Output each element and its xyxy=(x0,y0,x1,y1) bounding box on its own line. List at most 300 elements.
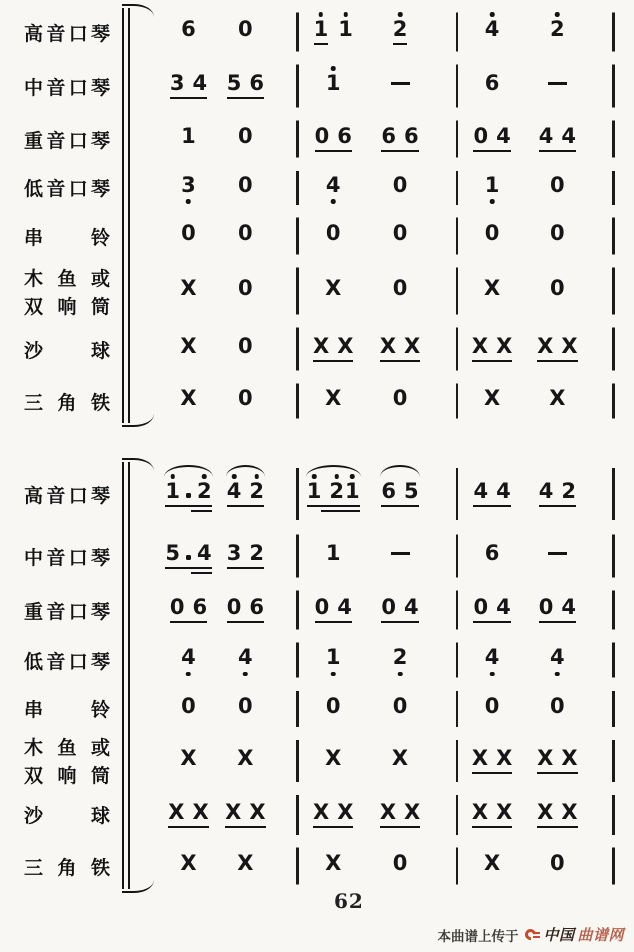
note-token xyxy=(326,647,341,673)
beat xyxy=(300,733,367,788)
note-glyph: 5 xyxy=(404,479,419,503)
instrument-label-char: 中 xyxy=(24,77,44,99)
dash-note xyxy=(548,82,567,86)
note-token xyxy=(392,693,408,722)
instrument-label xyxy=(22,695,120,722)
note-glyph: 1 xyxy=(306,479,322,503)
score-row xyxy=(22,377,614,425)
note-glyph: 0 xyxy=(392,276,408,300)
measures xyxy=(158,377,614,425)
note-token xyxy=(393,853,408,879)
measure xyxy=(457,164,614,211)
beat xyxy=(367,377,434,425)
measure xyxy=(457,321,614,377)
note-token xyxy=(381,481,418,507)
note-glyph: 1 xyxy=(313,17,329,41)
note-glyph: 1 xyxy=(325,645,341,669)
note-glyph: 0 xyxy=(238,17,253,41)
score-row xyxy=(22,788,614,841)
beat xyxy=(300,377,367,425)
note-glyph: 2 xyxy=(249,479,264,503)
note-token xyxy=(379,799,421,828)
note-glyph: 0 xyxy=(238,221,253,245)
beat xyxy=(217,211,274,261)
instrument-label-line xyxy=(22,597,110,624)
note-glyph: X xyxy=(313,799,330,824)
beat xyxy=(300,460,367,528)
beat xyxy=(217,321,274,377)
instrument-label-char: 或 xyxy=(90,738,110,759)
note-token xyxy=(315,126,352,152)
note-glyph: X xyxy=(379,334,397,358)
beat xyxy=(367,788,434,841)
instrument-label-char: 音 xyxy=(46,485,66,507)
note-token xyxy=(326,543,341,569)
note-token xyxy=(238,278,253,304)
note-glyph: 4 xyxy=(337,595,352,619)
note-glyph: 0 xyxy=(325,221,341,245)
instrument-label-char: 铁 xyxy=(90,857,110,879)
instrument-label-char: 三 xyxy=(24,857,44,879)
beat xyxy=(217,788,274,841)
instrument-label-char: 音 xyxy=(46,77,66,99)
barline xyxy=(612,848,615,885)
instrument-label-line xyxy=(22,801,110,828)
note-glyph: 1 xyxy=(325,71,341,95)
measures xyxy=(158,636,614,684)
note-glyph: 4 xyxy=(404,595,419,619)
note-glyph: X xyxy=(180,745,197,770)
note-token xyxy=(238,126,253,152)
beat xyxy=(525,261,590,321)
barline xyxy=(612,65,615,108)
beat xyxy=(300,788,367,841)
instrument-label-char: 三 xyxy=(24,392,44,414)
score-system xyxy=(22,6,614,425)
measures xyxy=(158,733,614,788)
instrument-label-line xyxy=(22,695,110,722)
note-token xyxy=(227,597,264,623)
instrument-label xyxy=(22,801,120,828)
note-glyph: 0 xyxy=(169,595,185,619)
measure xyxy=(457,261,614,321)
note-token xyxy=(484,172,500,201)
note-token xyxy=(225,799,266,828)
instrument-label-char: 重 xyxy=(24,130,44,152)
note-token xyxy=(484,388,500,414)
note-token xyxy=(181,693,196,722)
note-token xyxy=(485,543,500,569)
note-glyph: 1 xyxy=(338,17,353,41)
note-glyph: 6 xyxy=(381,124,397,148)
note-token xyxy=(550,647,565,673)
note-token xyxy=(338,19,353,45)
beat xyxy=(459,584,524,636)
instrument-label-char: 口 xyxy=(68,179,88,200)
measure xyxy=(158,733,298,788)
note-glyph: 4 xyxy=(496,124,511,148)
note-token xyxy=(473,126,510,152)
note-token xyxy=(550,278,565,304)
instrument-label-line xyxy=(22,336,110,363)
note-glyph: 2 xyxy=(196,479,212,503)
note-glyph: 0 xyxy=(484,221,500,245)
note-token xyxy=(485,223,500,249)
watermark-text: 本曲谱上传于 xyxy=(437,928,519,944)
beat xyxy=(367,58,434,114)
beat xyxy=(367,460,434,528)
score-row xyxy=(22,114,614,164)
note-glyph: X xyxy=(180,276,197,300)
note-glyph: X xyxy=(471,745,489,770)
site-logo xyxy=(525,924,624,945)
note-glyph: X xyxy=(483,851,501,875)
measure xyxy=(298,841,458,891)
measure xyxy=(158,528,298,584)
note-glyph: X xyxy=(337,799,354,824)
note-glyph: 0 xyxy=(392,851,408,875)
beat xyxy=(300,58,367,114)
note-token xyxy=(550,853,565,879)
note-token xyxy=(238,336,253,362)
beat xyxy=(217,636,274,684)
measure xyxy=(158,261,298,321)
beat xyxy=(300,164,367,211)
beat xyxy=(459,58,524,114)
dash-note xyxy=(548,552,567,556)
measure xyxy=(298,321,458,377)
note-glyph: 0 xyxy=(392,221,408,245)
note-glyph: 0 xyxy=(550,693,565,718)
beat xyxy=(459,377,524,425)
note-glyph: X xyxy=(537,745,554,770)
measure xyxy=(298,460,458,528)
measures xyxy=(158,460,614,528)
note-token xyxy=(307,481,360,507)
note-glyph: X xyxy=(379,799,397,824)
note-token xyxy=(393,19,408,45)
beat xyxy=(367,321,434,377)
note-token xyxy=(550,693,565,722)
beat xyxy=(160,841,217,891)
instrument-label-char: 音 xyxy=(46,547,66,569)
beat xyxy=(525,460,590,528)
measure xyxy=(158,788,298,841)
note-token xyxy=(181,19,196,45)
measure xyxy=(298,58,458,114)
note-glyph: X xyxy=(537,334,554,358)
instrument-label-char: 口 xyxy=(68,485,88,507)
beat xyxy=(525,788,590,841)
note-token xyxy=(393,223,408,249)
note-token xyxy=(550,19,565,45)
beat xyxy=(300,841,367,891)
measure xyxy=(298,164,458,211)
note-glyph: X xyxy=(561,334,578,358)
note-glyph: 0 xyxy=(238,386,253,410)
note-glyph: 4 xyxy=(325,172,341,197)
note-token xyxy=(471,799,513,828)
note-glyph: 4 xyxy=(192,71,208,95)
instrument-label-char: 球 xyxy=(90,806,110,827)
beat xyxy=(217,841,274,891)
measure xyxy=(457,114,614,164)
instrument-label-char: 筒 xyxy=(90,766,110,787)
instrument-label-char: 筒 xyxy=(90,296,110,318)
measure xyxy=(457,584,614,636)
note-token xyxy=(484,693,500,722)
barline xyxy=(612,171,615,205)
note-glyph: X xyxy=(391,745,409,770)
note-token xyxy=(314,19,329,45)
instrument-label-char: 音 xyxy=(46,130,66,152)
measure xyxy=(158,6,298,58)
beat xyxy=(300,684,367,733)
measure xyxy=(457,788,614,841)
note-token xyxy=(381,126,418,152)
note-glyph: X xyxy=(180,851,197,875)
beat xyxy=(525,841,590,891)
instrument-label-char: 串 xyxy=(24,700,44,721)
note-token xyxy=(180,388,196,414)
beat xyxy=(160,788,217,841)
barline xyxy=(612,13,615,52)
instrument-label-char: 铁 xyxy=(90,392,110,414)
beat xyxy=(160,460,217,528)
note-glyph: 4 xyxy=(484,645,500,669)
beat xyxy=(525,164,590,211)
beat xyxy=(459,114,524,164)
measure xyxy=(457,211,614,261)
beat xyxy=(525,377,590,425)
brand-name-cn: 中国 xyxy=(543,927,575,944)
instrument-label-char: 音 xyxy=(46,179,66,200)
instrument-label-char: 音 xyxy=(46,651,66,673)
measure xyxy=(158,377,298,425)
note-token xyxy=(550,172,565,201)
beat xyxy=(459,788,524,841)
note-glyph: X xyxy=(180,334,197,358)
instrument-label-char: 鱼 xyxy=(57,738,77,759)
instrument-label xyxy=(22,647,120,674)
note-glyph: 3 xyxy=(169,71,185,95)
score-row xyxy=(22,460,614,528)
note-glyph: X xyxy=(496,745,513,770)
measure xyxy=(457,636,614,684)
note-glyph: 6 xyxy=(484,71,500,95)
note-token xyxy=(238,647,253,673)
note-glyph: 0 xyxy=(381,595,397,619)
beat xyxy=(525,684,590,733)
score-row xyxy=(22,6,614,58)
note-glyph: 0 xyxy=(392,172,408,197)
beat xyxy=(367,636,434,684)
note-token xyxy=(180,336,196,362)
instrument-label-char: 琴 xyxy=(90,130,110,152)
instrument-label-char: 鱼 xyxy=(57,268,77,290)
note-token xyxy=(181,172,196,201)
instrument-label-line xyxy=(22,292,110,319)
note-token xyxy=(237,853,253,879)
beat xyxy=(217,377,274,425)
note-token xyxy=(391,552,410,561)
beat xyxy=(217,584,274,636)
measure xyxy=(457,58,614,114)
instrument-label xyxy=(22,223,120,250)
barline xyxy=(612,121,615,158)
note-glyph: 0 xyxy=(550,221,565,245)
barline xyxy=(612,218,615,255)
score-row xyxy=(22,584,614,636)
beat xyxy=(160,733,217,788)
note-glyph: X xyxy=(549,386,566,410)
beat xyxy=(367,261,434,321)
measure xyxy=(158,460,298,528)
measure xyxy=(158,684,298,733)
measure xyxy=(158,636,298,684)
note-glyph: X xyxy=(561,799,578,824)
note-glyph: 4 xyxy=(538,124,554,148)
beat xyxy=(300,636,367,684)
note-glyph: X xyxy=(496,334,513,358)
score-system xyxy=(22,460,614,891)
note-glyph: X xyxy=(471,334,489,358)
note-token xyxy=(537,799,578,828)
note-token xyxy=(381,597,418,623)
barline xyxy=(612,795,615,835)
instrument-label-char: 或 xyxy=(90,268,110,290)
beat xyxy=(217,733,274,788)
note-glyph: X xyxy=(325,276,342,300)
system-bracket xyxy=(122,8,130,423)
measures xyxy=(158,321,614,377)
score-row xyxy=(22,164,614,211)
beat xyxy=(459,321,524,377)
note-glyph: 0 xyxy=(238,693,253,718)
note-token xyxy=(325,693,341,722)
note-token xyxy=(227,543,264,569)
instrument-label-char: 串 xyxy=(24,227,44,249)
note-glyph: 4 xyxy=(226,479,242,503)
note-glyph: 6 xyxy=(337,124,352,148)
measure xyxy=(457,377,614,425)
note-glyph: 4 xyxy=(473,479,489,503)
barline xyxy=(612,535,615,578)
beat xyxy=(300,321,367,377)
instrument-label-line xyxy=(22,647,110,674)
measures xyxy=(158,788,614,841)
score-row xyxy=(22,528,614,584)
note-token xyxy=(180,853,196,879)
instrument-label xyxy=(22,336,120,363)
beat xyxy=(160,114,217,164)
note-glyph: X xyxy=(325,386,342,410)
beat xyxy=(300,584,367,636)
note-glyph: 0 xyxy=(473,124,489,148)
score-row xyxy=(22,211,614,261)
brand-name-rest: 曲谱网 xyxy=(577,927,624,944)
instrument-label-char: 球 xyxy=(90,340,110,362)
instrument-label-char: 口 xyxy=(68,130,88,152)
instrument-label-char: 琴 xyxy=(90,547,110,569)
note-glyph: 6 xyxy=(249,595,264,619)
note-glyph: 1 xyxy=(325,541,341,565)
note-token xyxy=(325,172,341,201)
instrument-label-line xyxy=(22,761,110,788)
instrument-label-char: 木 xyxy=(24,738,44,759)
measure xyxy=(298,584,458,636)
beat xyxy=(160,377,217,425)
instrument-label-char: 双 xyxy=(24,296,44,318)
note-token xyxy=(549,388,565,414)
beat xyxy=(525,636,590,684)
barline xyxy=(612,591,615,630)
note-token xyxy=(485,73,500,99)
note-glyph: 1 xyxy=(484,172,500,197)
instrument-label xyxy=(22,126,120,153)
note-glyph: 0 xyxy=(238,276,253,300)
note-glyph: 0 xyxy=(473,595,489,619)
note-token xyxy=(170,597,207,623)
note-token xyxy=(326,223,341,249)
note-glyph: 0 xyxy=(550,851,565,875)
note-token xyxy=(471,745,513,774)
note-token xyxy=(315,597,352,623)
barline xyxy=(612,691,615,727)
note-token xyxy=(539,126,576,152)
note-token xyxy=(313,336,353,362)
beat xyxy=(160,684,217,733)
beat xyxy=(459,211,524,261)
instrument-label-char: 沙 xyxy=(24,806,44,827)
note-glyph: X xyxy=(249,799,266,824)
instrument-label-line xyxy=(22,733,110,760)
measure xyxy=(158,114,298,164)
instrument-label-char: 琴 xyxy=(90,77,110,99)
measure xyxy=(298,528,458,584)
note-token xyxy=(325,745,342,774)
measure xyxy=(158,211,298,261)
measures xyxy=(158,114,614,164)
beat xyxy=(160,211,217,261)
note-token xyxy=(181,223,196,249)
beat xyxy=(160,636,217,684)
instrument-label xyxy=(22,543,120,570)
beat xyxy=(459,164,524,211)
note-glyph: X xyxy=(237,745,254,770)
measure xyxy=(457,733,614,788)
note-glyph: 0 xyxy=(181,221,196,245)
measure xyxy=(298,788,458,841)
beat xyxy=(300,261,367,321)
beat xyxy=(459,528,524,584)
beat xyxy=(367,584,434,636)
beat xyxy=(367,684,434,733)
note-token xyxy=(537,336,577,362)
measures xyxy=(158,164,614,211)
note-token xyxy=(473,481,510,507)
instrument-label-char: 琴 xyxy=(90,23,110,45)
beat xyxy=(459,636,524,684)
note-glyph: X xyxy=(483,276,501,300)
note-glyph: 0 xyxy=(226,595,242,619)
note-glyph: 0 xyxy=(550,276,565,300)
beat xyxy=(525,58,590,114)
beat xyxy=(459,841,524,891)
instrument-label-char: 高 xyxy=(24,485,44,507)
beat xyxy=(217,528,274,584)
instrument-label-char: 响 xyxy=(57,296,77,318)
